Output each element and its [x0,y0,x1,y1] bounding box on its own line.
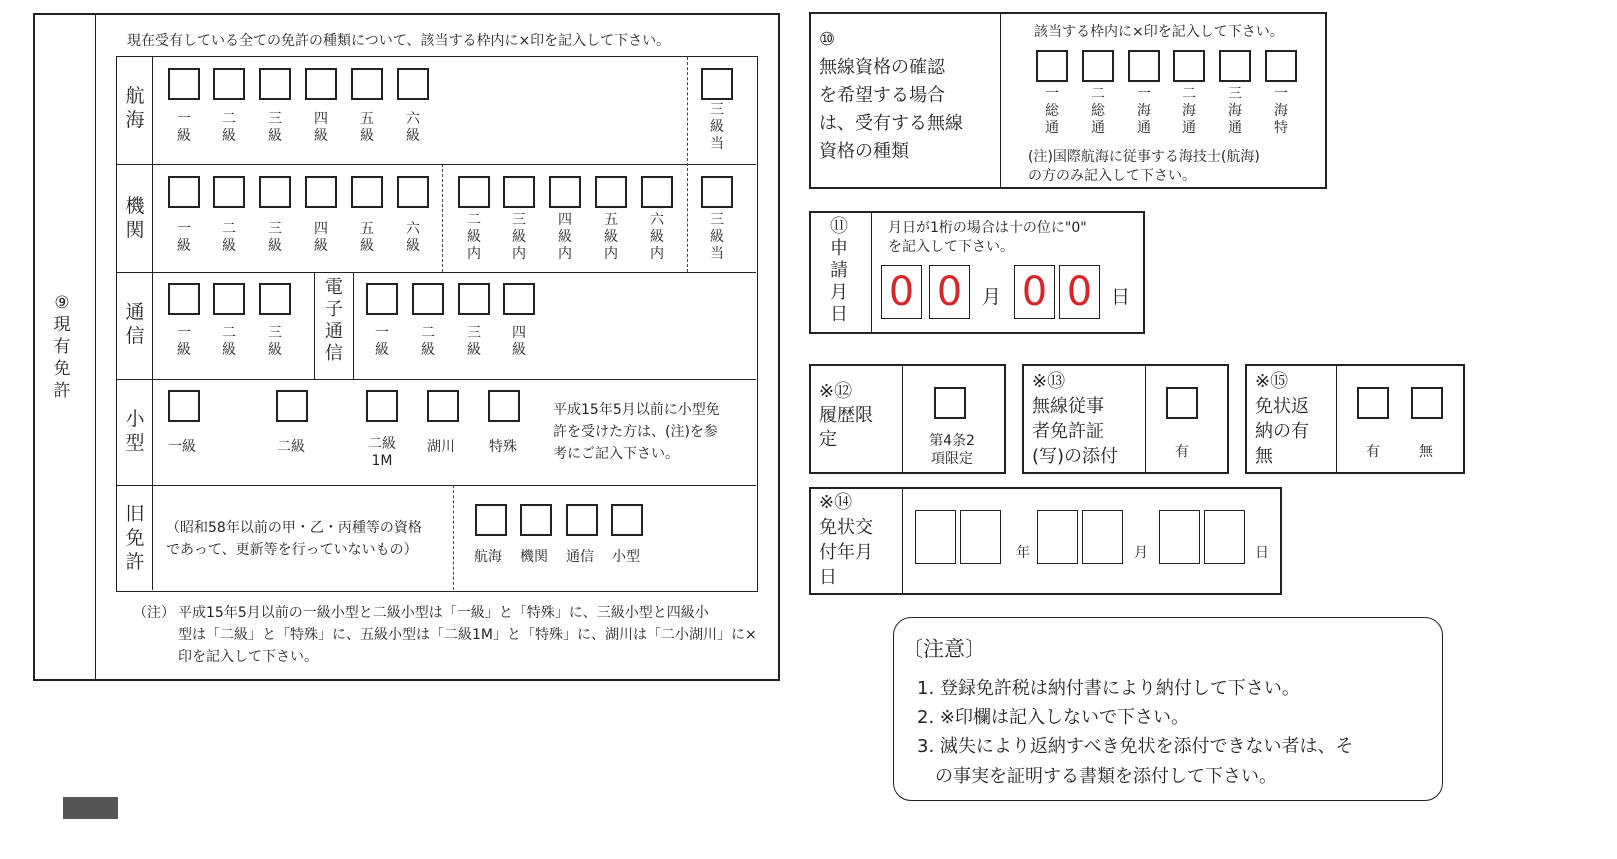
license-return-no-label: 無 [1419,444,1433,460]
eng-label-1: 一 級 [177,221,191,254]
issue-day-label: 日 [1255,545,1269,561]
small-label-lake: 湖川 [427,439,455,455]
checkbox-eng-5[interactable] [351,176,383,208]
eng-label-2: 二 級 [222,221,236,254]
issue-month-label: 月 [1134,545,1148,561]
radio-label-6: 一 海 特 [1274,86,1288,136]
application-day-label: 日 [1111,286,1131,308]
radio-qualification-note: (注)国際航海に従事する海技士(航海) の方のみ記入して下さい。 [1028,149,1260,184]
comm-label-3: 三 級 [268,325,282,358]
page-marker [63,797,118,819]
checkbox-eng-1[interactable] [168,176,200,208]
old-license-note: （昭和58年以前の甲・乙・丙種等の資格 であって、更新等を行っていないもの） [166,520,422,558]
notice-title: 〔注意〕 [902,637,986,661]
ecomm-label-2: 二 級 [421,325,435,358]
checkbox-eng-inner-2[interactable] [458,176,490,208]
month-digit-tens-value: 0 [888,269,915,315]
history-limit-label: 第4条2 項限定 [929,433,975,467]
issue-day-digit-2[interactable] [1204,510,1245,564]
nav-label-3-equiv: 三 級 当 [710,102,724,152]
ecomm-label-1: 一 級 [375,325,389,358]
checkbox-small-lake[interactable] [427,390,459,422]
issue-month-digit-2[interactable] [1082,510,1123,564]
checkbox-small-2[interactable] [276,390,308,422]
row-label-ecomm: 電 子 通 信 [325,277,343,364]
radio-label-3: 一 海 通 [1137,86,1151,136]
checkbox-license-return-yes[interactable] [1357,387,1389,419]
eng-label-4: 四 級 [314,221,328,254]
comm-label-1: 一 級 [177,325,191,358]
application-date-title: ⑪ 申 請 月 日 [830,216,848,325]
checkbox-eng-6[interactable] [397,176,429,208]
checkbox-eng-3-equiv[interactable] [701,176,733,208]
radio-qualification-instruction: 該当する枠内に×印を記入して下さい。 [1034,24,1284,40]
checkbox-nav-5[interactable] [351,68,383,100]
checkbox-comm-1[interactable] [168,283,200,315]
eng-inner-label-6: 六 級 内 [650,212,664,262]
checkbox-old-comm[interactable] [566,504,598,536]
row-label-old-license: 旧 免 許 [125,503,145,573]
old-label-engine: 機関 [520,549,548,565]
current-licenses-instruction: 現在受有している全ての免許の種類について、該当する枠内に×印を記入して下さい。 [127,33,671,49]
checkbox-ecomm-2[interactable] [412,283,444,315]
checkbox-nav-6[interactable] [397,68,429,100]
checkbox-nav-3-equiv[interactable] [701,68,733,100]
small-label-1: 一級 [168,439,196,455]
checkbox-comm-3[interactable] [259,283,291,315]
checkbox-eng-inner-5[interactable] [595,176,627,208]
old-label-navigation: 航海 [474,549,502,565]
eng-label-3-equiv: 三 級 当 [710,212,724,262]
checkbox-comm-2[interactable] [213,283,245,315]
checkbox-eng-3[interactable] [259,176,291,208]
checkbox-old-navigation[interactable] [475,504,507,536]
nav-label-2: 二 級 [222,111,236,144]
application-month-label: 月 [982,286,1002,308]
checkbox-eng-4[interactable] [305,176,337,208]
radio-qualification-title: ⑩ 無線資格の確認 を希望する場合 は、受有する無線 資格の種類 [819,29,963,162]
checkbox-nav-1[interactable] [168,68,200,100]
footnote-text: 平成15年5月以前の一級小型と二級小型は「一級」と「特殊」に、三級小型と四級小 型は「二級」と「特殊」に、五級小型は「二級1M」と「特殊」に、湖川は「二小湖川」に× 印を記入して下さい。 [178,605,757,665]
notice-item-2: 2. ※印欄は記入しないで下さい。 [917,707,1189,728]
checkbox-radio-license-attach[interactable] [1166,387,1198,419]
radio-label-2: 二 総 通 [1091,86,1105,136]
checkbox-ecomm-1[interactable] [366,283,398,315]
radio-license-attach-title: ※⑬ 無線従事 者免許証 (写)の添付 [1032,371,1119,467]
checkbox-history-limit[interactable] [934,387,966,419]
small-label-special: 特殊 [489,439,517,455]
nav-label-5: 五 級 [360,111,374,144]
current-licenses-title: ⑨ 現 有 免 許 [53,293,71,401]
issue-year-digit-1[interactable] [915,510,956,564]
checkbox-eng-inner-4[interactable] [549,176,581,208]
small-label-2-1m: 二級 1M [368,436,396,469]
issue-day-digit-1[interactable] [1159,510,1200,564]
checkbox-small-2-1m[interactable] [366,390,398,422]
checkbox-small-1[interactable] [168,390,200,422]
eng-label-6: 六 級 [406,221,420,254]
row-label-small: 小 型 [125,408,145,454]
footnote-mark: （注） [133,605,175,621]
checkbox-old-engine[interactable] [520,504,552,536]
issue-year-label: 年 [1016,545,1030,561]
checkbox-nav-4[interactable] [305,68,337,100]
license-issue-date-title: ※⑭ 免状交 付年月 日 [819,492,873,588]
comm-label-2: 二 級 [222,325,236,358]
row-label-navigation: 航 海 [125,85,145,131]
checkbox-ecomm-3[interactable] [458,283,490,315]
checkbox-ecomm-4[interactable] [503,283,535,315]
small-label-2: 二級 [277,439,305,455]
radio-label-1: 一 総 通 [1045,86,1059,136]
radio-label-4: 二 海 通 [1182,86,1196,136]
checkbox-small-special[interactable] [488,390,520,422]
checkbox-eng-2[interactable] [213,176,245,208]
checkbox-old-small[interactable] [611,504,643,536]
checkbox-radio-3kaitsu[interactable] [1219,50,1251,82]
nav-label-6: 六 級 [406,111,420,144]
notice-item-3: 3. 滅失により返納すべき免状を添付できない者は、そ の事実を証明する書類を添付して下さい。 [917,736,1354,787]
old-label-small: 小型 [612,549,640,565]
history-limit-title: ※⑫ 履歴限 定 [819,381,873,450]
checkbox-nav-2[interactable] [213,68,245,100]
old-label-comm: 通信 [566,549,594,565]
checkbox-radio-2sotsu[interactable] [1082,50,1114,82]
nav-label-1: 一 級 [177,111,191,144]
ecomm-label-4: 四 級 [512,325,526,358]
day-digit-ones-value: 0 [1066,269,1093,315]
issue-month-digit-1[interactable] [1037,510,1078,564]
ecomm-label-3: 三 級 [467,325,481,358]
license-return-title: ※⑮ 免状返 納の有 無 [1255,371,1309,467]
radio-label-5: 三 海 通 [1228,86,1242,136]
checkbox-radio-2kaitsu[interactable] [1173,50,1205,82]
checkbox-license-return-no[interactable] [1411,387,1443,419]
eng-label-5: 五 級 [360,221,374,254]
checkbox-radio-1kaitsu[interactable] [1128,50,1160,82]
eng-inner-label-2: 二 級 内 [467,212,481,262]
checkbox-eng-inner-6[interactable] [641,176,673,208]
eng-inner-label-4: 四 級 内 [558,212,572,262]
nav-label-3: 三 級 [268,111,282,144]
application-date-instruction: 月日が1桁の場合は十の位に"0" を記入して下さい。 [888,220,1087,255]
small-note: 平成15年5月以前に小型免 許を受けた方は、(注)を参 考にご記入下さい。 [553,402,720,462]
checkbox-eng-inner-3[interactable] [503,176,535,208]
month-digit-ones-value: 0 [936,269,963,315]
notice-item-1: 1. 登録免許税は納付書により納付して下さい。 [917,678,1300,699]
eng-inner-label-5: 五 級 内 [604,212,618,262]
issue-year-digit-2[interactable] [960,510,1001,564]
eng-label-3: 三 級 [268,221,282,254]
checkbox-radio-1kaitoku[interactable] [1265,50,1297,82]
license-grid [116,56,758,592]
checkbox-radio-1sotsu[interactable] [1036,50,1068,82]
nav-label-4: 四 級 [314,111,328,144]
row-label-engine: 機 関 [125,195,145,241]
license-return-yes-label: 有 [1366,444,1380,460]
checkbox-nav-3[interactable] [259,68,291,100]
eng-inner-label-3: 三 級 内 [512,212,526,262]
day-digit-tens-value: 0 [1021,269,1048,315]
radio-license-attach-yes: 有 [1175,444,1189,460]
row-label-comm: 通 信 [125,301,145,347]
